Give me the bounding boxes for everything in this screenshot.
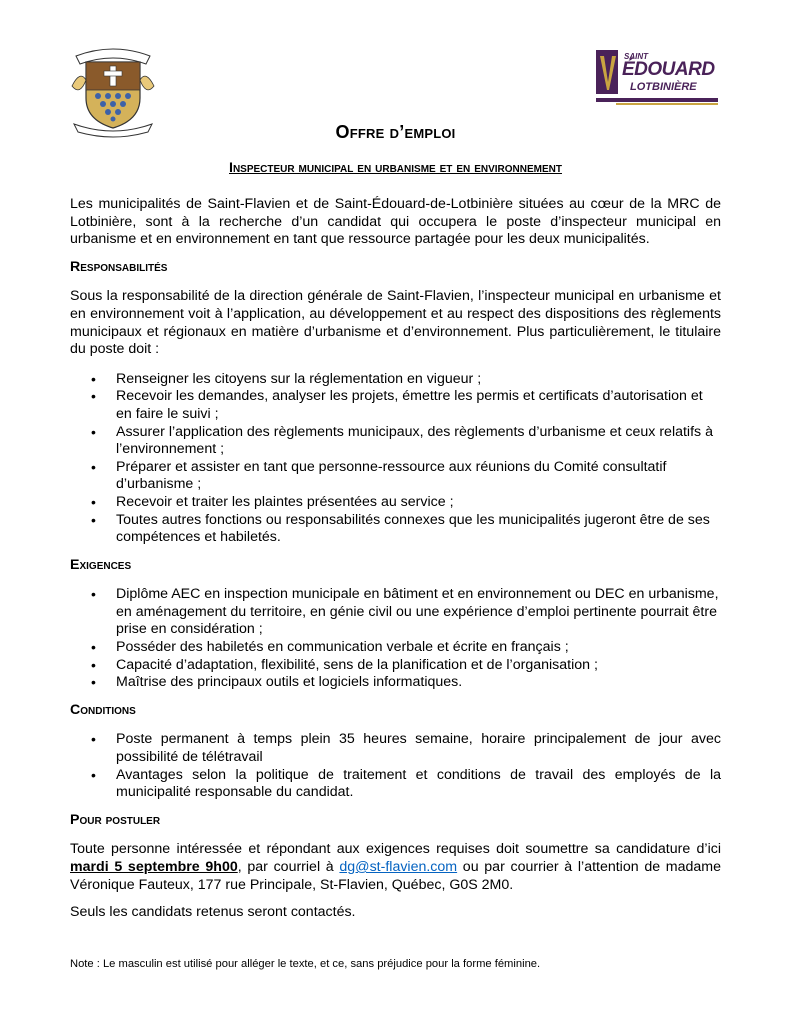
postuler-text-after: ou par courrier à l’attention de madame Véronique Fauteux, 177 rue Principale, St-Flavien, Québec, G0S 2M0. xyxy=(70,859,722,893)
exigences-list xyxy=(70,586,721,692)
conditions-list xyxy=(70,731,721,801)
list-item: • Maîtrise des principaux outils et logiciels informatiques. xyxy=(70,674,721,692)
list-item: • Capacité d’adaptation, flexibilité, sens de la planification et de l’organisation ; xyxy=(70,657,721,675)
footnote: Note : Le masculin est utilisé pour alléger le texte, et ce, sans préjudice pour la forme féminine. xyxy=(70,958,541,970)
postuler-text-before: Toute personne intéressée et répondant aux exigences requises doit soumettre sa candidature d’ici xyxy=(70,841,721,858)
list-item: • Renseigner les citoyens sur la réglementation en vigueur ; xyxy=(70,371,721,389)
responsabilites-paragraph: Sous la responsabilité de la direction générale de Saint-Flavien, l’inspecteur municipal en urbanisme et en environnement voit à l’application, au développement et au respect des dispositions des règlements municipaux et régionaux en matière d’urbanisme et d’environnement. Plus particulièrement, le titulaire du poste doit : xyxy=(70,288,721,358)
email-link[interactable]: dg@st-flavien.com xyxy=(339,859,458,875)
list-item: • Poste permanent à temps plein 35 heures semaine, horaire principalement de jour avec possibilité de télétravail xyxy=(70,731,721,766)
list-item: • Préparer et assister en tant que personne-ressource aux réunions du Comité consultatif d’urbanisme ; xyxy=(70,459,721,494)
page-title: Offre d’emploi xyxy=(335,122,456,142)
responsabilites-heading: Responsabilités xyxy=(70,258,168,275)
conditions-heading: Conditions xyxy=(70,701,136,718)
list-item: • Posséder des habiletés en communication verbale et écrite en français ; xyxy=(70,639,721,657)
list-item: • Assurer l’application des règlements municipaux, des règlements d’urbanisme et ceux relatifs à l’environnement ; xyxy=(70,424,721,459)
logo-edouard-text: ÉDOUARD xyxy=(622,59,715,80)
deadline-text: mardi 5 septembre 9h00 xyxy=(70,859,238,875)
job-title: Inspecteur municipal en urbanisme et en environnement xyxy=(229,160,562,176)
postuler-text-middle: , par courriel à xyxy=(237,859,340,875)
closing-paragraph: Seuls les candidats retenus seront contactés. xyxy=(70,904,356,921)
responsabilites-list xyxy=(70,371,721,547)
list-item: • Diplôme AEC en inspection municipale en bâtiment et en environnement ou DEC en urbanisme, en aménagement du territoire, en génie civil ou une expérience d’emploi pertinente pourrait être prise en considération ; xyxy=(70,586,721,639)
document-body xyxy=(70,196,721,922)
saint-edouard-logo xyxy=(596,50,718,106)
postuler-heading: Pour postuler xyxy=(70,811,161,828)
list-item: • Toutes autres fonctions ou responsabilités connexes que les municipalités jugeront être de ses compétences et habiletés. xyxy=(70,512,721,547)
logo-lotbiniere-text: LOTBINIÈRE xyxy=(630,81,697,93)
list-item: • Avantages selon la politique de traitement et conditions de travail des employés de la municipalité responsable du candidat. xyxy=(70,767,721,802)
list-item: • Recevoir les demandes, analyser les projets, émettre les permis et certificats d’autorisation et en faire le suivi ; xyxy=(70,388,721,423)
exigences-heading: Exigences xyxy=(70,556,132,573)
logo-saint-text: SAINT xyxy=(624,52,648,61)
list-item: • Recevoir et traiter les plaintes présentées au service ; xyxy=(70,494,721,512)
postuler-paragraph xyxy=(70,841,721,894)
intro-paragraph: Les municipalités de Saint-Flavien et de Saint-Édouard-de-Lotbinière situées au cœur de la MRC de Lotbinière, sont à la recherche d’un candidat qui occupera le poste d’inspecteur municipal en urbanisme et en environnement en tant que ressource partagée pour les deux municipalités. xyxy=(70,196,721,248)
